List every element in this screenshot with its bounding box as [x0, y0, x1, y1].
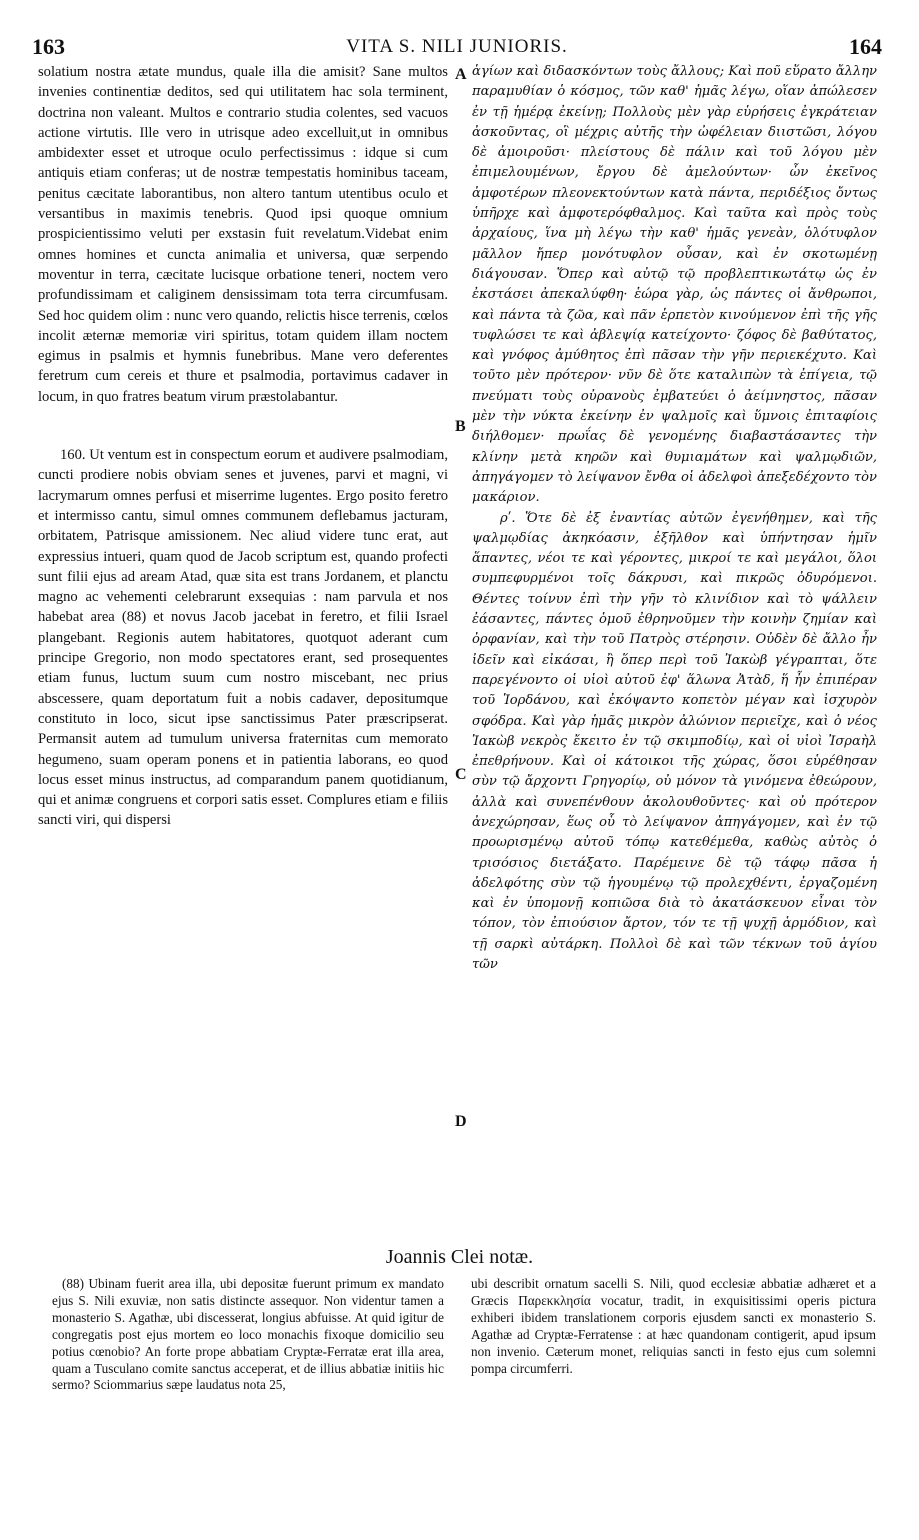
- note-88-left: (88) Ubinam fuerit area illa, ubi depositæ fuerunt primum ex mandato ejus S. Nili exuviæ, non satis distincte assequor. Non videntur tamen a monasterio S. Agathæ, ubi discesserat, longius abfuisse. At quid igitur de congregatis post ejus mortem eo loco monachis fixoque domicilio seu potius cœnobio? An forte prope abbatiam Cryptæ-Ferratæ erat illa area, quam a Tusculano comite sanctus acceperat, et de illius abbatiæ initiis hic sermo? Sciommarius sæpe laudatus nota 25,: [52, 1276, 444, 1393]
- latin-column: [38, 62, 448, 831]
- left-page-number: 163: [32, 34, 65, 59]
- margin-marker-b: B: [455, 418, 466, 435]
- margin-marker-d: D: [455, 1113, 467, 1130]
- margin-marker-c: C: [455, 766, 467, 783]
- greek-column: [472, 62, 877, 975]
- latin-paragraph-1: solatium nostra ætate mundus, quale illa die amisit? Sane multos invenies continentiæ deditos, sed qui utilitatem hac sola terminent, doctrina non valeant. Multos e contrario studia colentes, sed vacuos actione virtutis. Ille vero in utrisque adeo excelluit,ut in omnibus ambidexter esset et utroque oculo perfectissimus : idque si cum antiquis etiam conferas; ut de nostræ tempestatis hominibus taceam, penitus cæcitate laborantibus, non altero tantum utentibus oculo et versantibus in maximis tenebris. Quod ipsi quoque omnium prospicientissimo veluti per exstasin fuit revelatum.Videbat enim omnes homines et cuncta animalia et universa, quæ serpendo moventur in terra, cæcitate lucisque orbatione teneri, noctem vero profundissimam et caliginem densissimam tota terra circumfusam. Sed hoc quidem olim : nunc vero quando, relictis hisce terrenis, cœlos incolit æternæ memoriæ viri spiritus, totam quidem illam noctem egimus in psalmis et hymnis funebribus. Mane vero deferentes feretrum cum cereis et thure et psalmodia, portavimus cadaver in locum, in quo fratres beatum virum præstolabantur.: [38, 64, 448, 405]
- greek-paragraph-2: ρʹ. Ὅτε δὲ ἐξ ἐναντίας αὐτῶν ἐγενήθημεν, καὶ τῆς ψαλμῳδίας ἀκηκόασιν, ἐξῆλθον καὶ ὑπήντησαν ἡμῖν ἅπαντες, νέοι τε καὶ γέροντες, μικροί τε καὶ μεγάλοι, ὅλοι συμπεφυρμένοι τοῖς δάκρυσι, καὶ πικρῶς ὀδυρόμενοι. Θέντες τοίνυν ἐπὶ τὴν γῆν τὸ κλινίδιον καὶ τὸ ψάλλειν ἐάσαντες, πάντες ὁμοῦ ἐθρηνοῦμεν τὴν κοινὴν ζημίαν καὶ ὀρφανίαν, καὶ τὴν τοῦ Πατρὸς στέρησιν. Οὐδὲν δὲ ἄλλο ἦν ἰδεῖν καὶ εἰκάσαι, ἢ ὅπερ περὶ τοῦ Ἰακὼβ γέγραπται, ὅτε παρεγένοντο οἱ υἱοὶ αὐτοῦ ἐφ' ἅλωνα Ἀτὰδ, ἥ ἦν ἐπιπέραν τοῦ Ἰορδάνου, καὶ ἐκόψαντο κοπετὸν μέγαν καὶ ἰσχυρὸν σφόδρα. Καὶ γὰρ ἡμᾶς μικρὸν ἀλώνιον περιεῖχε, καὶ ὁ νέος Ἰακὼβ νεκρὸς ἔκειτο ἐν τῷ σκιμποδίῳ, καὶ οἱ υἱοὶ Ἰσραὴλ ἐπεθρήνουν. Καὶ οἱ κάτοικοι τῆς χώρας, ὅσοι εὑρέθησαν σὺν τῷ ἄρχοντι Γρηγορίῳ, οὐ μόνον τὰ γινόμενα ἐθεώρουν, ἀλλὰ καὶ συνεπένθουν ἀκολουθοῦντες· καὶ οὐ πρότερον ἀνεχώρησαν, ἕως οὗ τὸ λείψανον ἀπηγάγομεν, καὶ ἐν τῷ προωρισμένῳ αὐτοῦ τόπῳ κατεθέμεθα, καθὼς αὐτὸς ὁ τρισόσιος διετάξατο. Παρέμεινε δὲ τῷ τάφῳ πᾶσα ἡ ἀδελφότης σὺν τῷ ἡγουμένῳ τῷ προλεχθέντι, ἐργαζομένη καὶ ἐν ὑπομονῇ κοπιῶσα διὰ τὸ ἀκατάσκευον εἶναι τὸν τόπον, τὸν ἐπιούσιον ἄρτον, τόν τε τῇ ψυχῇ ἁρμόδιον, καὶ τῇ σαρκὶ αὐτάρκη. Πολλοὶ δὲ καὶ τῶν τέκνων τοῦ ἁγίου τῶν: [472, 510, 877, 973]
- margin-marker-a: A: [455, 66, 467, 83]
- note-88-right: ubi describit ornatum sacelli S. Nili, quod ecclesiæ abbatiæ adhæret et a Græcis Παρεκκλησία vocatur, tradit, in exquisitissimi operis pictura exhiberi ibidem translationem corporis ejusdem sancti ex monasterio S. Agathæ ad Cryptæ-Ferratense : at hæc quandonam contigerit, apud ipsum non invenio. Cæterum monet, reliquias sancti in festo ejus cum solemni pompa circumferri.: [471, 1276, 876, 1376]
- right-page-number: 164: [849, 34, 882, 59]
- greek-paragraph-1: ἁγίων καὶ διδασκόντων τοὺς ἄλλους; Καὶ ποῦ εὕρατο ἄλλην παραμυθίαν ὁ κόσμος, τῶν καθ' ἡμᾶς λέγω, οἵαν ἀπώλεσεν ἐν τῇ ἡμέρᾳ ἐκείνῃ; Πολλοὺς μὲν γὰρ εὑρήσεις ἐγκράτειαν ἀσκοῦντας, οἳ μέχρις αὐτῆς τὴν ὠφέλειαν διιστῶσι, λόγου δὲ ἀμοιροῦσι· πλείστους δὲ πάλιν καὶ τοῦ λόγου μὲν ἐπιμελουμένων, ἔργου δὲ ἀμελούντων· ὧν ἐκεῖνος ἀμφοτέρων πλεονεκτούντων κατὰ πάντα, περιδέξιος ὄντως ὑπῆρχε καὶ ἀμφοτερόφθαλμος. Καὶ ταῦτα καὶ πρὸς τοὺς ἀρχαίους, ἵνα μὴ λέγω τὴν καθ' ἡμᾶς γενεὰν, ὁλότυφλον μᾶλλον ἤπερ μονότυφλον οὖσαν, καὶ ἐν σκοτωμένῃ διάγουσαν. Ὅπερ καὶ αὐτῷ τῷ προβλεπτικωτάτῳ ὡς ἐν ἐκστάσει ἀπεκαλύφθη· ἑώρα γὰρ, ὡς πάντες οἱ ἄνθρωποι, καὶ πάντα τὰ ζῶα, καὶ πᾶν ἑρπετὸν κινούμενον ἐπὶ τῆς γῆς τυφλώσει τε καὶ ἀβλεψίᾳ κατείχοντο· ζόφος δὲ βαθύτατος, καὶ γνόφος ἀμύθητος ἐπὶ πᾶσαν τὴν γῆν περιεκέχυτο. Καὶ τοῦτο μὲν πρότερον· νῦν δὲ ὅτε καταλιπὼν τὰ ἐπίγεια, τῷ πνεύματι τοὺς οὐρανοὺς ἐμβατεύει ὁ ἀείμνηστος, πᾶσαν μὲν τὴν νύκτα ἐκείνην ἐν ψαλμοῖς καὶ ὕμνοις ἐπιταφίοις διήλθομεν· πρωΐας δὲ γενομένης διαβαστάσαντες τὴν κλίνην μετὰ κηρῶν καὶ θυμιαμάτων καὶ ψαλμῳδιῶν, ἀπηγάγομεν τὸ λείψανον ἔνθα οἱ ἀδελφοὶ ἀπεξεδέχοντο τὸν μακάριον.: [472, 64, 877, 506]
- running-title: VITA S. NILI JUNIORIS.: [346, 36, 568, 57]
- latin-paragraph-2: 160. Ut ventum est in conspectum eorum et audivere psalmodiam, cuncti prodiere nobis obviam senes et juvenes, parvi et magni, vi lacrymarum omnes perfusi et miserrime lugentes. Ergo posito feretro et intermisso cantu, simul omnes communem deflebamus jacturam, orbitatem, Patrisque amissionem. Nec aliud videre tunc erat, aut expressius intueri, quam quod de Jacob scriptum est, quando profecti sunt filii ejus ad aream Atad, quæ sita est trans Jordanem, et planctu magno ac vehementi celebrarunt exsequias : nam parvula et nos habebat area (88) et novus Jacob jacebat in feretro, et filii Israel plangebant. Regionis autem habitatores, quotquot aderant cum principe Gregorio, non modo spectatores erant, sed prosequentes etiam funus, luctum suum cum nostro miscebant, nec prius abscessere, quam deportatum fuit a nobis cadaver, depositumque constituto in loco, sicut ipse sanctissimus Pater præscripserat. Permansit autem ad tumulum universa fraternitas cum memorato hegumeno, suam operam ponens et in patientia laborans, eo quod locus esset minus instructus, ad comparandum panem quotidianum, qui et animæ congruens et corpori satis esset. Complures etiam e filiis sancti viri, qui dispersi: [38, 447, 448, 829]
- notes-left-column: [52, 1276, 444, 1394]
- notes-title: Joannis Clei notæ.: [385, 1246, 534, 1268]
- notes-right-column: [471, 1276, 876, 1377]
- page-header: [32, 34, 882, 62]
